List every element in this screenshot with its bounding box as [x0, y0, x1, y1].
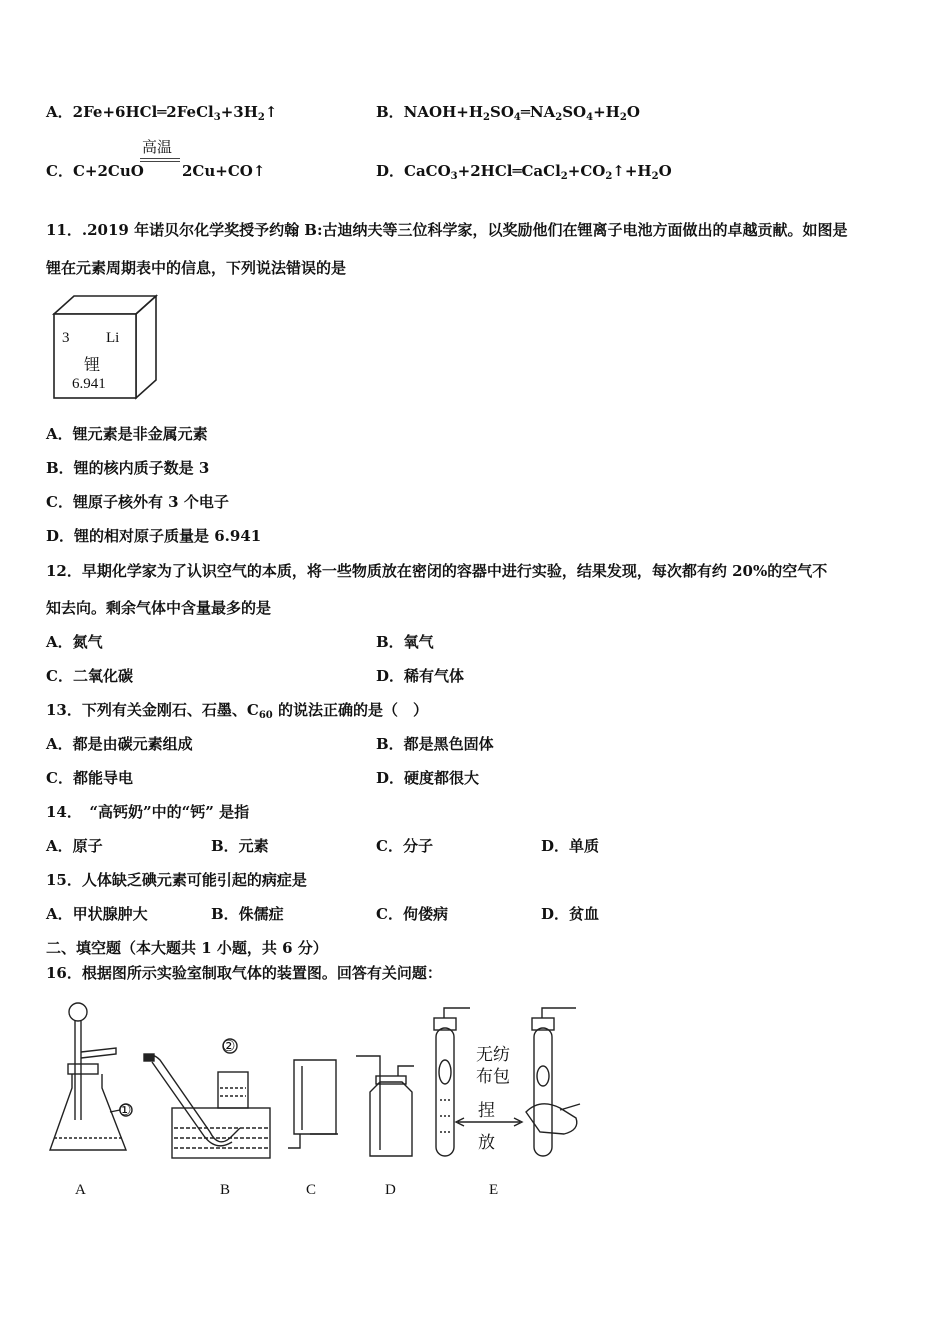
apparatus-e-tube-left: [434, 1008, 470, 1156]
q14-option-c: C．分子: [376, 837, 433, 855]
apparatus-mark-1: ①: [118, 1103, 132, 1119]
q15-option-d: D．贫血: [541, 905, 600, 923]
q12-stem-line1: 12．早期化学家为了认识空气的本质，将一些物质放在密闭的容器中进行实验，结果发现，每次都有约 20%的空气不: [46, 562, 828, 580]
element-mass: 6.941: [72, 376, 106, 392]
q12-stem-line2: 知去向。剩余气体中含量最多的是: [46, 599, 272, 617]
q11-option-c: C．锂原子核外有 3 个电子: [46, 493, 229, 511]
lithium-element-cube: [50, 294, 162, 404]
q11-stem-line1: 11．.2019 年诺贝尔化学奖授予约翰 B:古迪纳夫等三位科学家，以奖励他们在锂离子电池方面做出的卓越贡献。如图是: [46, 221, 848, 239]
q13-option-a: A．都是由碳元素组成: [46, 735, 193, 753]
reaction-condition: 高温: [142, 138, 173, 156]
q14-option-d: D．单质: [541, 837, 600, 855]
apparatus-label-d: D: [385, 1182, 396, 1198]
apparatus-label-b: B: [220, 1182, 231, 1198]
apparatus-label-e: E: [489, 1182, 499, 1198]
q10-option-d: D．$CaCO_3+2HCl═CaCl_2+CO_2↑+H_2O$: [376, 162, 672, 182]
reaction-arrow-line: [140, 158, 180, 162]
q16-stem: 16．根据图所示实验室制取气体的装置图。回答有关问题：: [46, 964, 442, 982]
q12-option-c: C．二氧化碳: [46, 667, 133, 685]
q11-option-a: A．锂元素是非金属元素: [46, 425, 208, 443]
q12-option-d: D．稀有气体: [376, 667, 465, 685]
q11-stem-line2: 锂在元素周期表中的信息，下列说法错误的是: [46, 259, 347, 277]
q10-option-b: B．$NAOH+H_2SO_4═NA_2SO_4+H_2O$: [376, 103, 640, 123]
element-name: 锂: [84, 357, 101, 374]
q11-option-d: D．锂的相对原子质量是 6.941: [46, 527, 262, 545]
e-text-release: 放: [478, 1133, 495, 1152]
q11-option-b: B．锂的核内质子数是 3: [46, 459, 210, 477]
e-text-pinch: 捏: [478, 1101, 495, 1120]
q15-option-c: C．佝偻病: [376, 905, 448, 923]
element-number: 3: [62, 330, 70, 346]
q13-option-d: D．硬度都很大: [376, 769, 480, 787]
apparatus-e-tube-right: [526, 1008, 580, 1156]
q10-option-a: A．$2Fe+6HCl═2FeCl_3+3H_2↑$: [46, 103, 278, 123]
q13-option-c: C．都能导电: [46, 769, 133, 787]
q14-stem: 14． “高钙奶”中的“钙” 是指: [46, 803, 250, 821]
q13-stem: 13．下列有关金刚石、石墨、$C_{60}$ 的说法正确的是（ ）: [46, 701, 428, 721]
q10-option-c-product: 2Cu+CO↑: [182, 162, 266, 180]
element-symbol: Li: [106, 330, 120, 346]
q15-option-b: B．侏儒症: [211, 905, 284, 923]
section-heading: 二、填空题（本大题共 1 小题，共 6 分）: [46, 939, 328, 957]
apparatus-label-c: C: [306, 1182, 317, 1198]
apparatus-mark-2: ②: [222, 1039, 236, 1055]
q13-option-b: B．都是黑色固体: [376, 735, 494, 753]
e-text-w2: 布包: [476, 1067, 510, 1086]
q10-option-c: C．C+2CuO: [46, 162, 144, 180]
apparatus-label-a: A: [75, 1182, 86, 1198]
apparatus-a-flask: [50, 1003, 132, 1150]
q14-option-a: A．原子: [46, 837, 103, 855]
q15-stem: 15．人体缺乏碘元素可能引起的病症是: [46, 871, 307, 889]
apparatus-figure: [40, 1000, 600, 1170]
q14-option-b: B．元素: [211, 837, 269, 855]
apparatus-c-collection: [288, 1060, 338, 1148]
q12-option-b: B．氧气: [376, 633, 434, 651]
q12-option-a: A．氮气: [46, 633, 103, 651]
apparatus-d-bottle: [356, 1056, 414, 1156]
e-text-w1: 无纺: [476, 1045, 510, 1064]
q15-option-a: A．甲状腺肿大: [46, 905, 148, 923]
apparatus-b-trough: [144, 1039, 270, 1158]
